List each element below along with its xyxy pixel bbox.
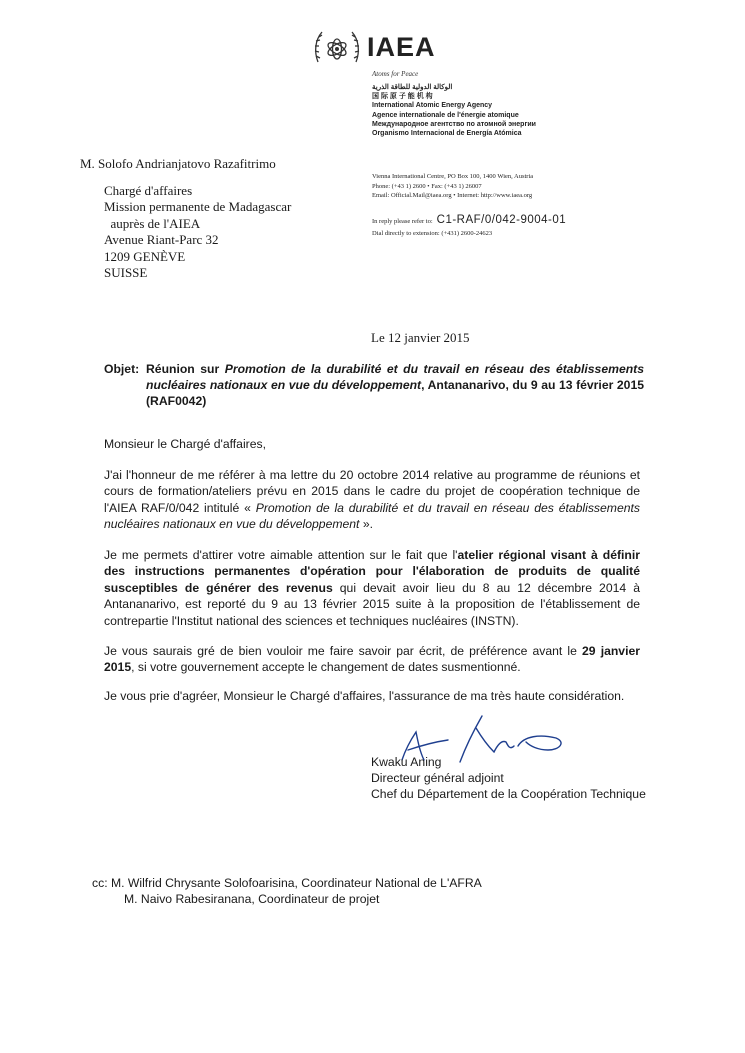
agency-names (372, 83, 536, 138)
cc-label: cc: (92, 876, 108, 890)
recipient-street: Avenue Riant-Parc 32 (104, 232, 219, 247)
closing-paragraph: Je vous prie d'agréer, Monsieur le Chargé d'affaires, l'assurance de ma très haute considération. (104, 689, 625, 703)
reference-code: C1-RAF/0/042-9004-01 (436, 214, 567, 226)
address-line: Phone: (+43 1) 2600 • Fax: (+43 1) 26007 (372, 182, 482, 190)
agency-name-english: International Atomic Energy Agency (372, 102, 493, 110)
agency-name-arabic: الوكالة الدولية للطاقة الذرية (372, 84, 453, 91)
recipient-city: 1209 GENÈVE (104, 248, 186, 264)
recipient-country: SUISSE (104, 265, 148, 280)
paragraph-3: Je vous saurais gré de bien vouloir me faire savoir par écrit, de préférence avant le 29 janvier 2015, si votre gouvernement accepte le changement de dates susmentionné. (104, 644, 640, 675)
reference-line (372, 214, 566, 226)
signatory-name: Kwaku Aning (371, 755, 442, 769)
reply-label: In reply please refer to: (372, 218, 433, 225)
subject-text: Réunion sur Promotion de la durabilité et du travail en réseau des établissements nucléaires nationaux en vue du développement, Antananarivo, du 9 au 13 février 2015 (RAF0042) (146, 362, 645, 408)
recipient-block (80, 156, 291, 282)
recipient-mission-cont: auprès de l'AIEA (104, 215, 201, 231)
subject-block (104, 361, 644, 409)
signatory-block (371, 754, 646, 802)
address-line: Email: Official.Mail@iaea.org • Internet: http://www.iaea.org (372, 192, 533, 199)
agency-address (372, 172, 533, 201)
salutation: Monsieur le Chargé d'affaires, (104, 437, 266, 451)
recipient-title: Chargé d'affaires (104, 182, 193, 198)
dial-line: Dial directly to extension: (+431) 2600-24623 (372, 230, 493, 237)
recipient-spacer (80, 173, 291, 183)
recipient-mission: Mission permanente de Madagascar (104, 199, 292, 214)
agency-name-russian: Международное агентство по атомной энергии (372, 120, 536, 128)
paragraph-2: Je me permets d'attirer votre aimable attention sur le fait que l'atelier régional visant à définir des instructions permanentes d'opération pour l'élaboration de produits de qualité susceptibles de générer des revenus qui devait avoir lieu du 8 au 12 décembre 2014 à Antananarivo, est reporté du 9 au 13 février 2015 suite à la proposition de l'établissement de contrepartie l'Institut national des sciences et techniques nucléaires (INSTN). (104, 548, 640, 628)
agency-name-spanish: Organismo Internacional de Energía Atómica (372, 130, 522, 138)
motto: Atoms for Peace (372, 70, 419, 78)
subject-label: Objet: (104, 362, 140, 376)
org-abbreviation: IAEA (367, 32, 436, 62)
cc-recipient: M. Wilfrid Chrysante Solofoarisina, Coordinateur National de L'AFRA (110, 876, 482, 890)
signatory-department: Chef du Département de la Coopération Technique (371, 787, 646, 801)
cc-recipient: M. Naivo Rabesiranana, Coordinateur de projet (124, 892, 380, 906)
letter-date: Le 12 janvier 2015 (371, 330, 470, 345)
agency-name-french: Agence internationale de l'énergie atomique (372, 111, 519, 119)
signatory-title: Directeur général adjoint (371, 771, 504, 785)
recipient-name: M. Solofo Andrianjatovo Razafitrimo (80, 156, 276, 171)
atom-emblem-icon (310, 22, 364, 76)
subject-title: Promotion de la durabilité et du travail en réseau des établissements nucléaires nationaux en vue du développement (146, 362, 645, 392)
address-line: Vienna International Centre, PO Box 100, 1400 Wien, Austria (372, 173, 534, 180)
cc-block (92, 875, 482, 907)
agency-name-chinese: 国 际 原 子 能 机 构 (372, 93, 433, 101)
paragraph-1: J'ai l'honneur de me référer à ma lettre du 20 octobre 2014 relative au programme de réunions et cours de formation/ateliers prévu en 2015 dans le cadre du projet de coopération technique de l'AIEA RAF/0/042 intitulé « Promotion de la durabilité et du travail en réseau des établissements nucléaires nationaux en vue du développement ». (104, 468, 640, 532)
